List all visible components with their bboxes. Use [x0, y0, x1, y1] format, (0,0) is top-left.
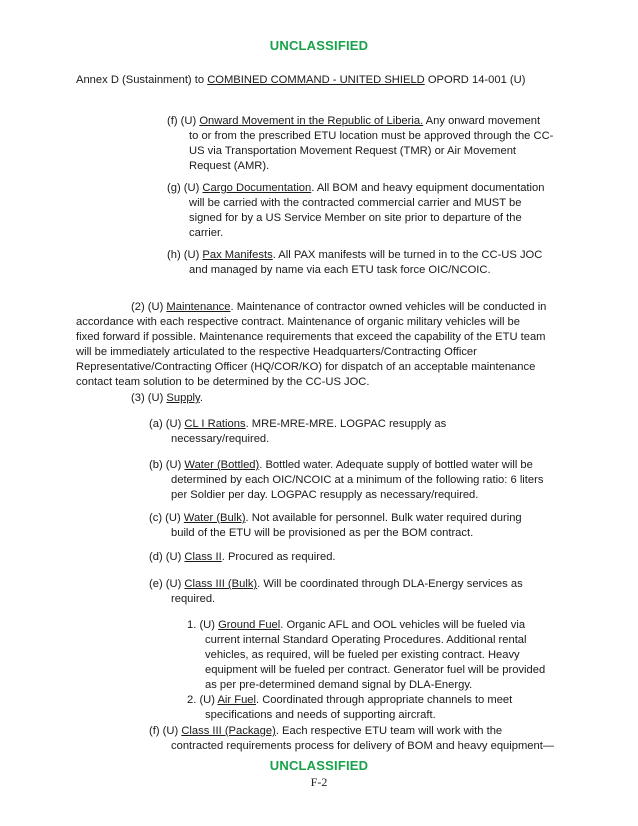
para-label: (3) (U) — [131, 392, 167, 404]
para-3-supply — [131, 391, 203, 406]
para-d-class-ii — [149, 550, 336, 565]
para-2-maintenance — [131, 300, 546, 315]
para-label: (f) (U) — [149, 725, 182, 737]
para-c-line: build of the ETU will be provisioned as per the BOM contract. — [171, 527, 474, 539]
para-2-line: accordance with each respective contract. Maintenance of organic military vehicles will be — [76, 316, 520, 328]
para-text: . Not available for personnel. Bulk water required during — [245, 512, 522, 524]
para-2-line: contact team solution to be determined by the CC-US JOC. — [76, 376, 370, 388]
header-suffix: OPORD 14-001 (U) — [424, 74, 526, 86]
header-command-name: COMBINED COMMAND - UNITED SHIELD — [207, 74, 425, 86]
para-title: Class III (Bulk) — [184, 578, 258, 590]
para-text: . All BOM and heavy equipment documentation — [311, 182, 545, 194]
para-g-line: signed for by a US Service Member on site prior to departure of the — [189, 212, 522, 224]
para-title: Cargo Documentation — [202, 182, 312, 194]
para-text: . Maintenance of contractor owned vehicles will be conducted in — [230, 301, 547, 313]
para-title: Maintenance — [166, 301, 231, 313]
para-text: . — [199, 392, 203, 404]
para-label: (2) (U) — [131, 301, 167, 313]
para-label: (g) (U) — [167, 182, 203, 194]
para-label: (a) (U) — [149, 418, 185, 430]
para-text: . All PAX manifests will be turned in to the CC-US JOC — [272, 249, 543, 261]
classification-bottom: UNCLASSIFIED — [269, 758, 369, 773]
para-f-line: Request (AMR). — [189, 160, 270, 172]
para-c-water-bulk — [149, 511, 522, 526]
para-label: (f) (U) — [167, 115, 200, 127]
para-text: Any onward movement — [423, 115, 541, 127]
para-label: (d) (U) — [149, 551, 185, 563]
para-text: . Each respective ETU team will work with the — [275, 725, 503, 737]
para-title: Water (Bulk) — [183, 512, 246, 524]
para-title: CL I Rations — [184, 418, 246, 430]
para-f-line: US via Transportation Movement Request (TMR) or Air Movement — [189, 145, 517, 157]
para-title: Supply — [166, 392, 200, 404]
para-text: . Organic AFL and OOL vehicles will be fueled via — [280, 619, 526, 631]
para-a-line: necessary/required. — [171, 433, 270, 445]
item-1-line: vehicles, as required, will be fueled per existing contract. Heavy — [205, 649, 520, 661]
para-text: . Coordinated through appropriate channels to meet — [256, 694, 513, 706]
para-2-line: Representative/Contracting Officer (HQ/COR/KO) for dispatch of an acceptable maintenance — [76, 361, 536, 373]
para-label: 2. (U) — [187, 694, 218, 706]
para-b-line: determined by each OIC/NCOIC at a minimum of the following ratio: 6 liters — [171, 474, 544, 486]
para-title: Class III (Package) — [181, 725, 276, 737]
para-f-pkg-line: contracted requirements process for delivery of BOM and heavy equipment— — [171, 740, 555, 752]
para-text: . Procured as required. — [221, 551, 336, 563]
para-text: . Bottled water. Adequate supply of bottled water will be — [259, 459, 533, 471]
item-2-air-fuel — [187, 693, 512, 708]
para-label: (b) (U) — [149, 459, 185, 471]
para-label: 1. (U) — [187, 619, 219, 631]
para-g-line: carrier. — [189, 227, 224, 239]
item-1-line: equipment will be fueled per contract. Generator fuel will be provided — [205, 664, 546, 676]
para-h-pax-manifests — [167, 248, 542, 263]
item-1-line: current internal Standard Operating Procedures. Additional rental — [205, 634, 527, 646]
item-1-ground-fuel — [187, 618, 525, 633]
para-title: Air Fuel — [217, 694, 257, 706]
para-title: Pax Manifests — [202, 249, 273, 261]
para-label: (h) (U) — [167, 249, 203, 261]
para-2-line: fixed forward if possible. Maintenance requirements that exceed the capability of the ETU team — [76, 331, 546, 343]
para-a-rations — [149, 417, 446, 432]
para-f-onward-movement — [167, 114, 540, 129]
para-f-line: to or from the prescribed ETU location must be approved through the CC- — [189, 130, 554, 142]
item-1-line: as per pre-determined demand signal by DLA-Energy. — [205, 679, 473, 691]
para-label: (c) (U) — [149, 512, 184, 524]
para-label: (e) (U) — [149, 578, 185, 590]
header-prefix: Annex D (Sustainment) to — [76, 74, 208, 86]
para-2-line: will be immediately articulated to the respective Headquarters/Contracting Officer — [76, 346, 477, 358]
para-b-line: per Soldier per day. LOGPAC resupply as necessary/required. — [171, 489, 479, 501]
para-g-cargo-documentation — [167, 181, 544, 196]
para-h-line: and managed by name via each ETU task force OIC/NCOIC. — [189, 264, 491, 276]
page-number: F-2 — [310, 775, 328, 789]
para-e-line: required. — [171, 593, 216, 605]
para-b-water-bottled — [149, 458, 533, 473]
classification-top: UNCLASSIFIED — [269, 38, 369, 53]
para-title: Water (Bottled) — [184, 459, 260, 471]
para-title: Onward Movement in the Republic of Liberia. — [199, 115, 424, 127]
para-text: . MRE-MRE-MRE. LOGPAC resupply as — [245, 418, 447, 430]
para-text: . Will be coordinated through DLA-Energy services as — [257, 578, 523, 590]
para-g-line: will be carried with the contracted commercial carrier and MUST be — [189, 197, 522, 209]
para-title: Ground Fuel — [218, 619, 281, 631]
para-e-class-iii-bulk — [149, 577, 523, 592]
para-f-class-iii-package — [149, 724, 502, 739]
item-2-line: specifications and needs of supporting aircraft. — [205, 709, 436, 721]
para-title: Class II — [184, 551, 222, 563]
annex-header — [76, 73, 525, 88]
